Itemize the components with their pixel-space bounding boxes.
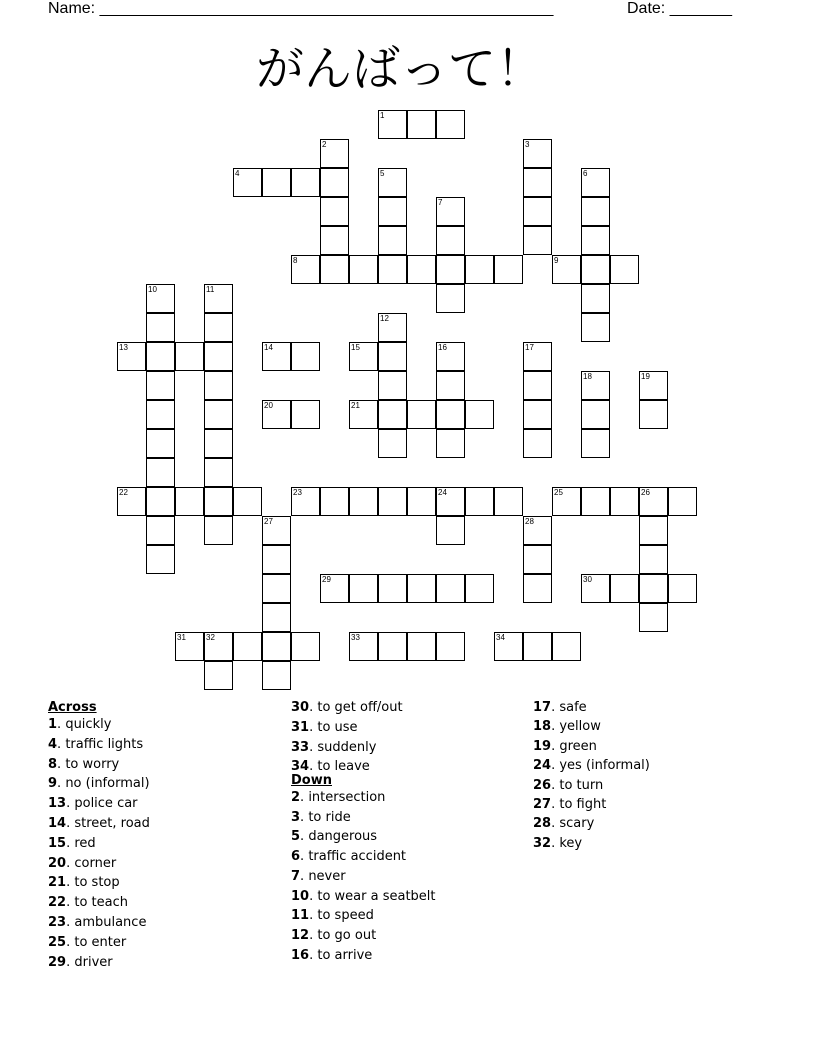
grid-cell[interactable] xyxy=(262,632,291,661)
grid-cell[interactable] xyxy=(262,516,291,545)
clue-text: to worry xyxy=(65,756,120,772)
grid-cell[interactable] xyxy=(378,632,407,661)
cell-number: 9 xyxy=(554,256,559,265)
clue-number: 29 xyxy=(48,954,67,970)
cell-number: 4 xyxy=(235,169,240,178)
cell-number: 34 xyxy=(496,633,505,642)
grid-cell[interactable] xyxy=(349,400,378,429)
clue-text: corner xyxy=(74,855,117,871)
grid-cell[interactable] xyxy=(378,197,407,226)
clue-item: 26. to turn xyxy=(533,777,604,793)
clue-text: traffic lights xyxy=(65,736,144,752)
clue-number: 18 xyxy=(533,719,552,735)
grid-cell[interactable] xyxy=(639,371,668,400)
grid-cell[interactable] xyxy=(436,516,465,545)
clue-item: 24. yes (informal) xyxy=(533,758,650,774)
across-heading: Across xyxy=(48,700,97,715)
grid-cell[interactable] xyxy=(349,574,378,603)
grid-cell[interactable] xyxy=(320,139,349,168)
grid-cell[interactable] xyxy=(407,255,436,284)
grid-cell[interactable] xyxy=(436,429,465,458)
clue-item: 23. ambulance xyxy=(48,915,147,930)
grid-cell[interactable] xyxy=(523,429,552,458)
grid-cell[interactable] xyxy=(349,255,378,284)
grid-cell[interactable] xyxy=(523,516,552,545)
clue-text: to leave xyxy=(317,759,370,775)
grid-cell[interactable] xyxy=(610,487,639,516)
grid-cell[interactable] xyxy=(204,516,233,545)
clue-text: never xyxy=(308,868,346,884)
clue-number: 5 xyxy=(291,829,301,845)
clue-text: to wear a seatbelt xyxy=(317,888,436,904)
grid-cell[interactable] xyxy=(291,342,320,371)
grid-cell[interactable] xyxy=(581,371,610,400)
clue-item: 1. quickly xyxy=(48,717,112,732)
grid-cell[interactable] xyxy=(436,574,465,603)
grid-cell[interactable] xyxy=(204,371,233,400)
grid-cell[interactable] xyxy=(349,632,378,661)
clue-text: green xyxy=(559,738,597,754)
clue-number: 25 xyxy=(48,934,67,950)
clue-number: 20 xyxy=(48,855,67,871)
clue-text: safe xyxy=(559,700,587,715)
clue-text: street, road xyxy=(74,816,150,831)
clue-item: 19. green xyxy=(533,738,597,754)
clue-number: 19 xyxy=(533,738,552,754)
grid-cell[interactable] xyxy=(407,632,436,661)
clue-text: to ride xyxy=(308,809,351,825)
cell-number: 12 xyxy=(380,314,389,323)
grid-cell[interactable] xyxy=(523,545,552,574)
grid-cell[interactable] xyxy=(407,574,436,603)
grid-cell[interactable] xyxy=(320,168,349,197)
date-field-label: Date: _______ xyxy=(627,0,732,17)
cell-number: 10 xyxy=(148,285,157,294)
cell-number: 22 xyxy=(119,488,128,497)
grid-cell[interactable] xyxy=(175,487,204,516)
grid-cell[interactable] xyxy=(146,429,175,458)
clue-text: driver xyxy=(74,954,113,970)
clue-text: quickly xyxy=(65,717,112,732)
grid-cell[interactable] xyxy=(436,110,465,139)
grid-cell[interactable] xyxy=(320,226,349,255)
grid-cell[interactable] xyxy=(378,429,407,458)
clue-item: 13. police car xyxy=(48,796,138,812)
grid-cell[interactable] xyxy=(552,255,581,284)
grid-cell[interactable] xyxy=(581,284,610,313)
clue-text: yellow xyxy=(559,719,601,735)
grid-cell[interactable] xyxy=(146,342,175,371)
grid-cell[interactable] xyxy=(639,574,668,603)
grid-cell[interactable] xyxy=(581,313,610,342)
grid-cell[interactable] xyxy=(378,168,407,197)
grid-cell[interactable] xyxy=(378,255,407,284)
grid-cell[interactable] xyxy=(378,110,407,139)
cell-number: 2 xyxy=(322,140,327,149)
grid-cell[interactable] xyxy=(378,574,407,603)
clue-text: intersection xyxy=(308,790,386,805)
cell-number: 3 xyxy=(525,140,530,149)
clue-number: 3 xyxy=(291,809,301,825)
clue-item: 5. dangerous xyxy=(291,829,378,845)
grid-cell[interactable] xyxy=(204,458,233,487)
grid-cell[interactable] xyxy=(581,487,610,516)
grid-cell[interactable] xyxy=(349,342,378,371)
clue-text: police car xyxy=(74,796,138,812)
grid-cell[interactable] xyxy=(204,400,233,429)
clue-number: 32 xyxy=(533,835,552,851)
cell-number: 8 xyxy=(293,256,298,265)
grid-cell[interactable] xyxy=(378,313,407,342)
grid-cell[interactable] xyxy=(204,342,233,371)
clue-number: 27 xyxy=(533,797,552,812)
clue-number: 33 xyxy=(291,739,310,755)
clue-item: 4. traffic lights xyxy=(48,736,144,752)
cell-number: 32 xyxy=(206,633,215,642)
grid-cell[interactable] xyxy=(639,516,668,545)
grid-cell[interactable] xyxy=(523,400,552,429)
clue-item: 18. yellow xyxy=(533,719,601,735)
grid-cell[interactable] xyxy=(552,632,581,661)
grid-cell[interactable] xyxy=(378,342,407,371)
clue-item: 34. to leave xyxy=(291,759,370,775)
grid-cell[interactable] xyxy=(436,632,465,661)
clue-text: key xyxy=(559,835,583,851)
grid-cell[interactable] xyxy=(146,545,175,574)
grid-cell[interactable] xyxy=(610,255,639,284)
clue-number: 17 xyxy=(533,700,552,715)
grid-cell[interactable] xyxy=(262,661,291,690)
clue-item: 9. no (informal) xyxy=(48,776,150,792)
clue-text: red xyxy=(74,835,96,851)
clue-text: suddenly xyxy=(317,739,377,755)
grid-cell[interactable] xyxy=(146,371,175,400)
grid-cell[interactable] xyxy=(668,487,697,516)
clue-item: 21. to stop xyxy=(48,875,120,891)
cell-number: 6 xyxy=(583,169,588,178)
grid-cell[interactable] xyxy=(291,632,320,661)
clue-item: 17. safe xyxy=(533,700,587,715)
clue-item: 16. to arrive xyxy=(291,947,373,963)
clue-item: 7. never xyxy=(291,868,346,884)
grid-cell[interactable] xyxy=(204,313,233,342)
grid-cell[interactable] xyxy=(146,400,175,429)
cell-number: 21 xyxy=(351,401,360,410)
grid-cell[interactable] xyxy=(146,487,175,516)
grid-cell[interactable] xyxy=(320,197,349,226)
grid-cell[interactable] xyxy=(262,574,291,603)
clue-item: 25. to enter xyxy=(48,934,127,950)
clue-text: to get off/out xyxy=(317,700,403,715)
clue-text: traffic accident xyxy=(308,849,407,865)
grid-cell[interactable] xyxy=(436,197,465,226)
cell-number: 16 xyxy=(438,343,447,352)
grid-cell[interactable] xyxy=(523,342,552,371)
cell-number: 1 xyxy=(380,111,385,120)
grid-cell[interactable] xyxy=(523,371,552,400)
grid-cell[interactable] xyxy=(233,487,262,516)
grid-cell[interactable] xyxy=(523,168,552,197)
grid-cell[interactable] xyxy=(378,226,407,255)
grid-cell[interactable] xyxy=(262,342,291,371)
cell-number: 17 xyxy=(525,343,534,352)
clue-text: to arrive xyxy=(317,947,373,963)
clue-item: 29. driver xyxy=(48,954,113,970)
cell-number: 5 xyxy=(380,169,385,178)
grid-cell[interactable] xyxy=(436,226,465,255)
grid-cell[interactable] xyxy=(639,400,668,429)
clue-text: to stop xyxy=(74,875,120,891)
cell-number: 7 xyxy=(438,198,443,207)
grid-cell[interactable] xyxy=(117,487,146,516)
grid-cell[interactable] xyxy=(494,632,523,661)
cell-number: 23 xyxy=(293,488,302,497)
grid-cell[interactable] xyxy=(349,487,378,516)
grid-cell[interactable] xyxy=(320,574,349,603)
clue-item: 33. suddenly xyxy=(291,739,377,755)
clue-number: 11 xyxy=(291,908,310,924)
grid-cell[interactable] xyxy=(146,313,175,342)
grid-cell[interactable] xyxy=(407,110,436,139)
grid-cell[interactable] xyxy=(204,284,233,313)
grid-cell[interactable] xyxy=(552,487,581,516)
grid-cell[interactable] xyxy=(523,226,552,255)
grid-cell[interactable] xyxy=(146,516,175,545)
clue-text: to speed xyxy=(317,908,374,924)
grid-cell[interactable] xyxy=(175,342,204,371)
clue-item: 27. to fight xyxy=(533,797,607,812)
clue-item: 15. red xyxy=(48,835,96,851)
grid-cell[interactable] xyxy=(581,429,610,458)
grid-cell[interactable] xyxy=(146,458,175,487)
cell-number: 24 xyxy=(438,488,447,497)
clue-number: 28 xyxy=(533,816,552,832)
cell-number: 11 xyxy=(206,285,215,294)
clue-item: 28. scary xyxy=(533,816,595,832)
grid-cell[interactable] xyxy=(581,197,610,226)
grid-cell[interactable] xyxy=(291,255,320,284)
clue-number: 1 xyxy=(48,717,58,732)
grid-cell[interactable] xyxy=(204,429,233,458)
clue-number: 2 xyxy=(291,790,301,805)
grid-cell[interactable] xyxy=(581,400,610,429)
clue-item: 10. to wear a seatbelt xyxy=(291,888,436,904)
grid-cell[interactable] xyxy=(262,168,291,197)
clue-text: yes (informal) xyxy=(559,758,650,774)
cell-number: 25 xyxy=(554,488,563,497)
clue-number: 26 xyxy=(533,777,552,793)
clue-number: 23 xyxy=(48,915,67,930)
clue-item: 30. to get off/out xyxy=(291,700,403,715)
grid-cell[interactable] xyxy=(320,487,349,516)
clue-item: 32. key xyxy=(533,835,583,851)
grid-cell[interactable] xyxy=(639,487,668,516)
grid-cell[interactable] xyxy=(523,632,552,661)
grid-cell[interactable] xyxy=(436,487,465,516)
grid-cell[interactable] xyxy=(262,545,291,574)
cell-number: 31 xyxy=(177,633,186,642)
grid-cell[interactable] xyxy=(494,487,523,516)
grid-cell[interactable] xyxy=(581,168,610,197)
cell-number: 28 xyxy=(525,517,534,526)
grid-cell[interactable] xyxy=(610,574,639,603)
clue-number: 4 xyxy=(48,736,58,752)
clue-item: 2. intersection xyxy=(291,790,386,805)
cell-number: 14 xyxy=(264,343,273,352)
grid-cell[interactable] xyxy=(581,226,610,255)
clue-number: 13 xyxy=(48,796,67,812)
grid-cell[interactable] xyxy=(262,603,291,632)
clue-item: 6. traffic accident xyxy=(291,849,407,865)
grid-cell[interactable] xyxy=(494,255,523,284)
grid-cell[interactable] xyxy=(523,574,552,603)
clue-number: 31 xyxy=(291,719,310,735)
clue-text: to fight xyxy=(559,797,607,812)
cell-number: 29 xyxy=(322,575,331,584)
grid-cell[interactable] xyxy=(320,255,349,284)
clue-item: 20. corner xyxy=(48,855,117,871)
clue-number: 15 xyxy=(48,835,67,851)
grid-cell[interactable] xyxy=(378,371,407,400)
cell-number: 19 xyxy=(641,372,650,381)
cell-number: 26 xyxy=(641,488,650,497)
grid-cell[interactable] xyxy=(378,487,407,516)
clue-text: no (informal) xyxy=(65,776,150,792)
grid-cell[interactable] xyxy=(378,400,407,429)
grid-cell[interactable] xyxy=(204,632,233,661)
grid-cell[interactable] xyxy=(117,342,146,371)
clue-text: scary xyxy=(559,816,595,832)
cell-number: 30 xyxy=(583,575,592,584)
clue-item: 8. to worry xyxy=(48,756,120,772)
clue-text: to turn xyxy=(559,777,604,793)
clue-number: 8 xyxy=(48,756,58,772)
grid-cell[interactable] xyxy=(436,284,465,313)
clue-number: 21 xyxy=(48,875,67,891)
clue-text: to enter xyxy=(74,934,127,950)
cell-number: 15 xyxy=(351,343,360,352)
clue-number: 22 xyxy=(48,895,67,911)
grid-cell[interactable] xyxy=(581,574,610,603)
cell-number: 27 xyxy=(264,517,273,526)
grid-cell[interactable] xyxy=(262,400,291,429)
grid-cell[interactable] xyxy=(146,284,175,313)
clue-number: 14 xyxy=(48,816,67,831)
grid-cell[interactable] xyxy=(465,400,494,429)
clue-text: to teach xyxy=(74,895,128,911)
grid-cell[interactable] xyxy=(436,255,465,284)
clue-text: to use xyxy=(317,719,358,735)
clue-number: 6 xyxy=(291,849,301,865)
clue-text: ambulance xyxy=(74,915,147,930)
clue-item: 3. to ride xyxy=(291,809,351,825)
clue-number: 9 xyxy=(48,776,58,792)
grid-cell[interactable] xyxy=(291,168,320,197)
grid-cell[interactable] xyxy=(204,661,233,690)
grid-cell[interactable] xyxy=(639,545,668,574)
grid-cell[interactable] xyxy=(523,197,552,226)
clue-number: 30 xyxy=(291,700,310,715)
clue-text: dangerous xyxy=(308,829,378,845)
clue-item: 12. to go out xyxy=(291,927,377,943)
grid-cell[interactable] xyxy=(668,574,697,603)
clue-number: 12 xyxy=(291,927,310,943)
clue-number: 10 xyxy=(291,888,310,904)
clue-text: to go out xyxy=(317,927,377,943)
name-field-label: Name: ___________________________________________________ xyxy=(48,0,554,17)
clue-number: 7 xyxy=(291,868,301,884)
clue-number: 16 xyxy=(291,947,310,963)
grid-cell[interactable] xyxy=(436,371,465,400)
down-heading: Down xyxy=(291,773,332,788)
grid-cell[interactable] xyxy=(291,487,320,516)
grid-cell[interactable] xyxy=(233,168,262,197)
grid-cell[interactable] xyxy=(291,400,320,429)
grid-cell[interactable] xyxy=(581,255,610,284)
cell-number: 33 xyxy=(351,633,360,642)
page-title: がんばって！ xyxy=(255,41,544,97)
clue-item: 14. street, road xyxy=(48,816,150,831)
cell-number: 20 xyxy=(264,401,273,410)
clue-item: 11. to speed xyxy=(291,908,374,924)
grid-cell[interactable] xyxy=(639,603,668,632)
grid-cell[interactable] xyxy=(523,139,552,168)
grid-cell[interactable] xyxy=(436,342,465,371)
cell-number: 13 xyxy=(119,343,128,352)
clue-item: 22. to teach xyxy=(48,895,128,911)
grid-cell[interactable] xyxy=(233,632,262,661)
grid-cell[interactable] xyxy=(407,400,436,429)
grid-cell[interactable] xyxy=(175,632,204,661)
grid-cell[interactable] xyxy=(204,487,233,516)
grid-cell[interactable] xyxy=(407,487,436,516)
clue-number: 34 xyxy=(291,759,310,775)
clue-item: 31. to use xyxy=(291,719,358,735)
clue-number: 24 xyxy=(533,758,552,774)
grid-cell[interactable] xyxy=(436,400,465,429)
grid-cell[interactable] xyxy=(465,487,494,516)
grid-cell[interactable] xyxy=(465,255,494,284)
grid-cell[interactable] xyxy=(465,574,494,603)
cell-number: 18 xyxy=(583,372,592,381)
